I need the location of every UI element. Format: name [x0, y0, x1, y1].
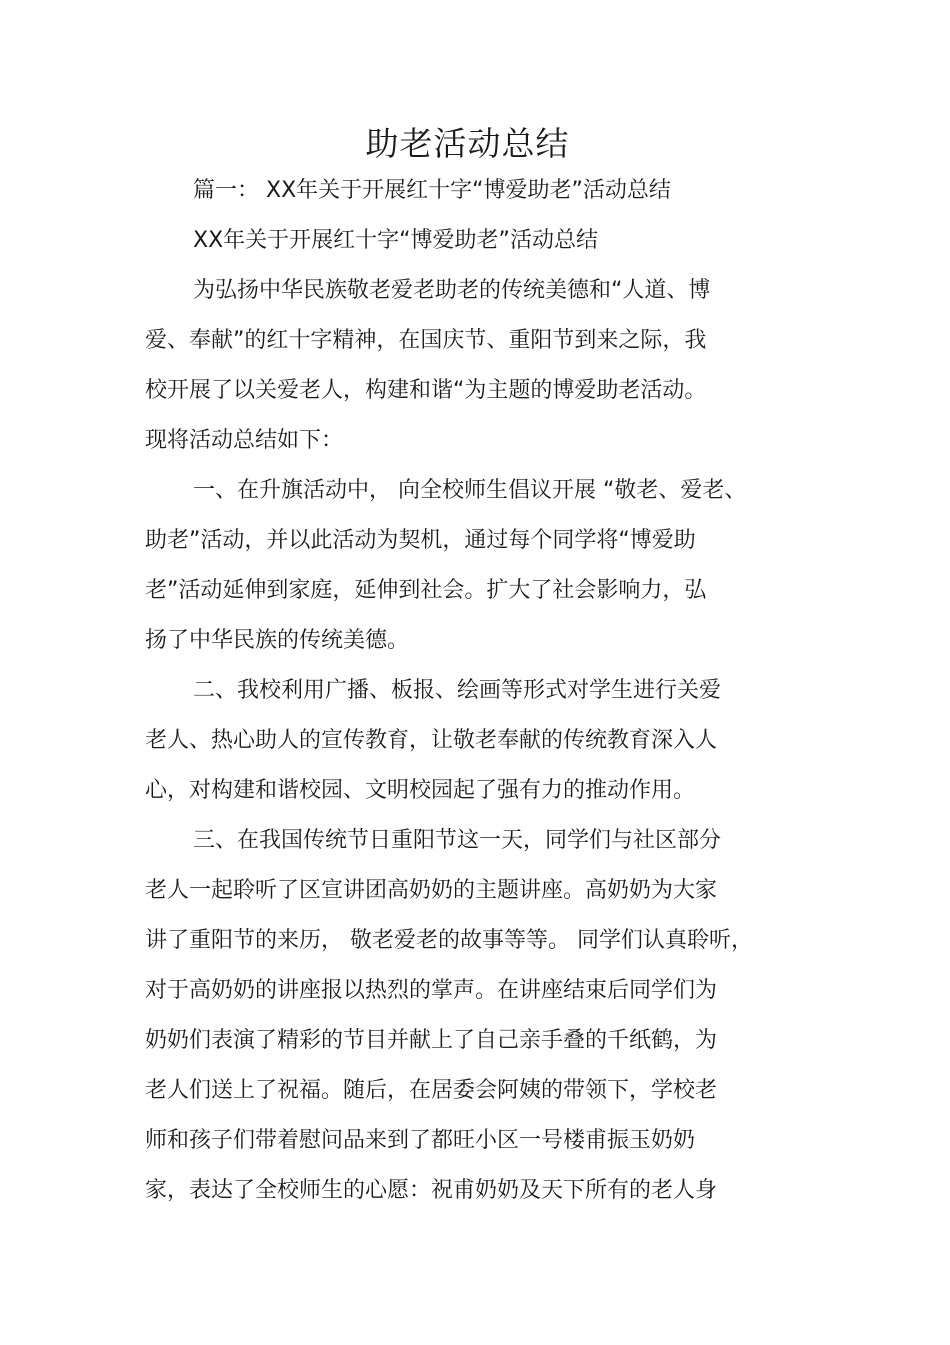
paragraph-line: 扬了中华民族的传统美德。	[145, 628, 410, 653]
paragraph-line: 二、我校利用广播、板报、绘画等形式对学生进行关爱	[193, 678, 722, 703]
paragraph-line: 助老”活动，并以此活动为契机，通过每个同学将“博爱助	[145, 528, 696, 553]
paragraph-line: 心，对构建和谐校园、文明校园起了强有力的推动作用。	[145, 778, 696, 803]
subtitle-line: 篇一： XX年关于开展红十字“博爱助老”活动总结	[193, 178, 671, 203]
paragraph-line: 老人一起聆听了区宣讲团高奶奶的主题讲座。高奶奶为大家	[145, 878, 718, 903]
paragraph-line: 家，表达了全校师生的心愿：祝甫奶奶及天下所有的老人身	[145, 1178, 718, 1203]
paragraph-line: 三、在我国传统节日重阳节这一天，同学们与社区部分	[193, 828, 722, 853]
paragraph-line: 老人、热心助人的宣传教育，让敬老奉献的传统教育深入人	[145, 728, 718, 753]
heading-line: XX年关于开展红十字“博爱助老”活动总结	[193, 228, 598, 253]
paragraph-line: 一、在升旗活动中， 向全校师生倡议开展 “敬老、爱老、	[193, 478, 747, 503]
paragraph-line: 讲了重阳节的来历， 敬老爱老的故事等等。 同学们认真聆听，	[145, 928, 753, 953]
paragraph-line: 奶奶们表演了精彩的节目并献上了自己亲手叠的千纸鹤，为	[145, 1028, 718, 1053]
paragraph-line: 师和孩子们带着慰问品来到了都旺小区一号楼甫振玉奶奶	[145, 1128, 696, 1153]
document-title: 助老活动总结	[365, 124, 570, 163]
paragraph-line: 为弘扬中华民族敬老爱老助老的传统美德和“人道、博	[193, 278, 711, 303]
paragraph-line: 对于高奶奶的讲座报以热烈的掌声。在讲座结束后同学们为	[145, 978, 718, 1003]
paragraph-line: 现将活动总结如下：	[145, 428, 344, 453]
paragraph-line: 校开展了以关爱老人，构建和谐“为主题的博爱助老活动。	[145, 378, 707, 403]
paragraph-line: 老人们送上了祝福。随后，在居委会阿姨的带领下，学校老	[145, 1078, 718, 1103]
paragraph-line: 老”活动延伸到家庭，延伸到社会。扩大了社会影响力，弘	[145, 578, 707, 603]
paragraph-line: 爱、奉献”的红十字精神，在国庆节、重阳节到来之际，我	[145, 328, 707, 353]
